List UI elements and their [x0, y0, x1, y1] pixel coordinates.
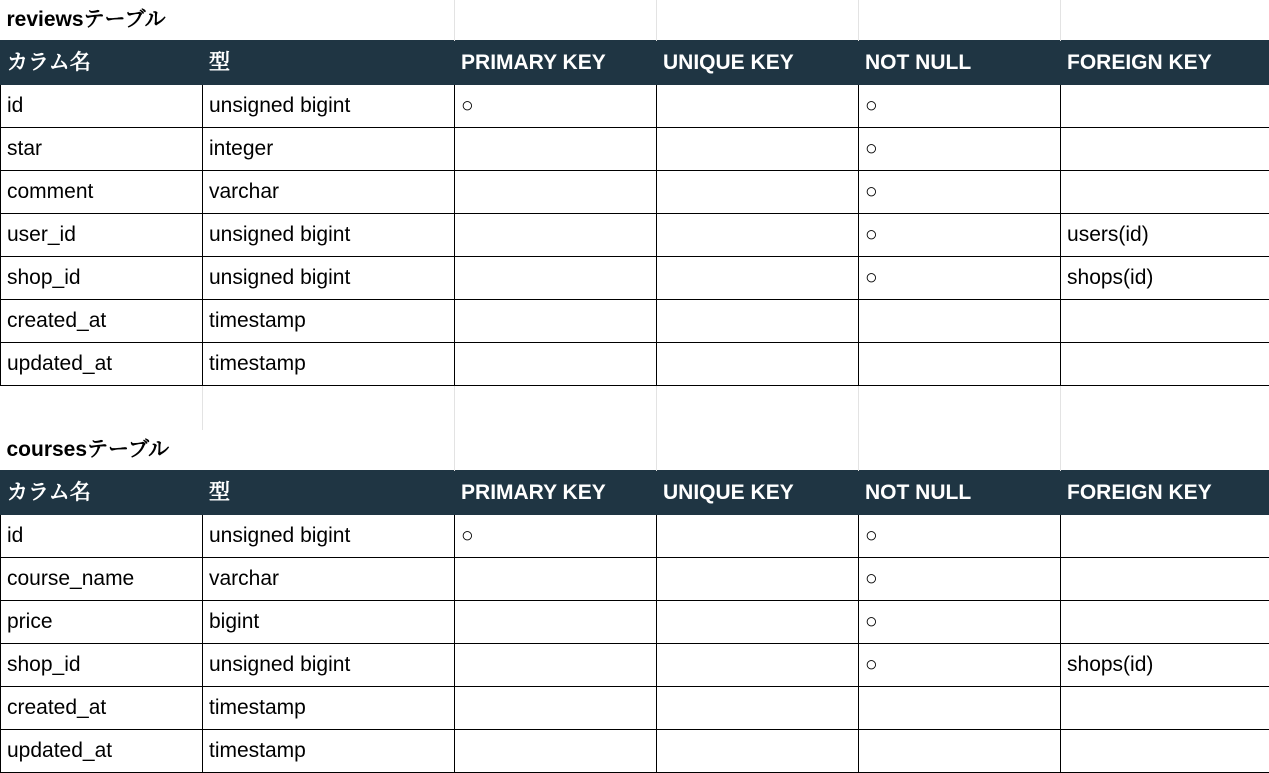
- cell-not-null: [859, 300, 1061, 343]
- column-header-not-null: NOT NULL: [859, 41, 1061, 85]
- cell-column-type: unsigned bigint: [203, 514, 455, 557]
- cell-foreign-key: shops(id): [1061, 643, 1269, 686]
- table-row: [1, 171, 1269, 214]
- blank-cell: [203, 386, 455, 430]
- table-header-row-courses: [1, 470, 1269, 514]
- cell-unique-key: [657, 128, 859, 171]
- table-row: [1, 300, 1269, 343]
- column-header-foreign-key: FOREIGN KEY: [1061, 41, 1269, 85]
- blank-cell: [1061, 386, 1269, 430]
- table-row: [1, 643, 1269, 686]
- cell-column-type: unsigned bigint: [203, 214, 455, 257]
- column-header-primary-key: PRIMARY KEY: [455, 470, 657, 514]
- column-header-primary-key: PRIMARY KEY: [455, 41, 657, 85]
- column-header-name: カラム名: [1, 470, 203, 514]
- cell-foreign-key: [1061, 729, 1269, 772]
- table-row: [1, 514, 1269, 557]
- cell-foreign-key: users(id): [1061, 214, 1269, 257]
- cell-foreign-key: shops(id): [1061, 257, 1269, 300]
- cell-column-type: timestamp: [203, 686, 455, 729]
- cell-unique-key: [657, 686, 859, 729]
- column-header-not-null: NOT NULL: [859, 470, 1061, 514]
- column-header-name: カラム名: [1, 41, 203, 85]
- cell-column-type: varchar: [203, 171, 455, 214]
- cell-unique-key: [657, 557, 859, 600]
- cell-foreign-key: [1061, 686, 1269, 729]
- cell-primary-key: [455, 643, 657, 686]
- column-header-unique-key: UNIQUE KEY: [657, 470, 859, 514]
- cell-primary-key: [455, 171, 657, 214]
- cell-column-type: varchar: [203, 557, 455, 600]
- table-title-courses: coursesテーブル: [1, 430, 455, 471]
- cell-unique-key: [657, 514, 859, 557]
- title-filler-cell: [859, 0, 1061, 41]
- cell-column-name: updated_at: [1, 729, 203, 772]
- cell-not-null: ○: [859, 85, 1061, 128]
- title-filler-cell: [657, 0, 859, 41]
- cell-unique-key: [657, 643, 859, 686]
- title-filler-cell: [455, 0, 657, 41]
- cell-primary-key: [455, 214, 657, 257]
- title-filler-cell: [455, 430, 657, 471]
- blank-cell: [1, 386, 203, 430]
- cell-primary-key: [455, 300, 657, 343]
- cell-not-null: ○: [859, 643, 1061, 686]
- column-header-unique-key: UNIQUE KEY: [657, 41, 859, 85]
- cell-unique-key: [657, 214, 859, 257]
- cell-column-type: integer: [203, 128, 455, 171]
- cell-column-name: comment: [1, 171, 203, 214]
- cell-primary-key: ○: [455, 85, 657, 128]
- cell-column-type: unsigned bigint: [203, 643, 455, 686]
- cell-unique-key: [657, 343, 859, 386]
- cell-not-null: [859, 686, 1061, 729]
- cell-column-type: unsigned bigint: [203, 257, 455, 300]
- cell-column-name: created_at: [1, 686, 203, 729]
- cell-column-type: timestamp: [203, 729, 455, 772]
- table-row: [1, 128, 1269, 171]
- title-filler-cell: [657, 430, 859, 471]
- cell-primary-key: [455, 729, 657, 772]
- cell-column-type: unsigned bigint: [203, 85, 455, 128]
- cell-foreign-key: [1061, 557, 1269, 600]
- table-header-row-reviews: [1, 41, 1269, 85]
- cell-column-name: updated_at: [1, 343, 203, 386]
- cell-not-null: ○: [859, 600, 1061, 643]
- cell-unique-key: [657, 300, 859, 343]
- cell-column-name: shop_id: [1, 643, 203, 686]
- table-title-reviews: reviewsテーブル: [1, 0, 455, 41]
- cell-column-type: bigint: [203, 600, 455, 643]
- cell-unique-key: [657, 600, 859, 643]
- blank-cell: [657, 386, 859, 430]
- cell-foreign-key: [1061, 300, 1269, 343]
- column-header-foreign-key: FOREIGN KEY: [1061, 470, 1269, 514]
- table-row: [1, 686, 1269, 729]
- cell-not-null: ○: [859, 557, 1061, 600]
- cell-foreign-key: [1061, 600, 1269, 643]
- cell-column-name: created_at: [1, 300, 203, 343]
- table-title-row-courses: [1, 430, 1269, 471]
- title-filler-cell: [859, 430, 1061, 471]
- blank-separator-row: [1, 386, 1269, 430]
- blank-cell: [455, 386, 657, 430]
- cell-column-name: course_name: [1, 557, 203, 600]
- table-row: [1, 85, 1269, 128]
- table-row: [1, 257, 1269, 300]
- cell-primary-key: [455, 128, 657, 171]
- cell-primary-key: [455, 343, 657, 386]
- cell-primary-key: ○: [455, 514, 657, 557]
- cell-foreign-key: [1061, 128, 1269, 171]
- column-header-type: 型: [203, 470, 455, 514]
- cell-column-name: id: [1, 514, 203, 557]
- cell-not-null: ○: [859, 257, 1061, 300]
- cell-column-type: timestamp: [203, 300, 455, 343]
- cell-not-null: [859, 343, 1061, 386]
- title-filler-cell: [1061, 0, 1269, 41]
- cell-column-name: user_id: [1, 214, 203, 257]
- table-row: [1, 729, 1269, 772]
- cell-primary-key: [455, 257, 657, 300]
- cell-not-null: ○: [859, 171, 1061, 214]
- cell-column-name: shop_id: [1, 257, 203, 300]
- cell-column-name: id: [1, 85, 203, 128]
- cell-foreign-key: [1061, 343, 1269, 386]
- cell-primary-key: [455, 686, 657, 729]
- blank-cell: [859, 386, 1061, 430]
- table-row: [1, 343, 1269, 386]
- cell-primary-key: [455, 557, 657, 600]
- cell-column-name: star: [1, 128, 203, 171]
- table-row: [1, 600, 1269, 643]
- title-filler-cell: [1061, 430, 1269, 471]
- cell-foreign-key: [1061, 171, 1269, 214]
- cell-not-null: [859, 729, 1061, 772]
- table-title-row-reviews: [1, 0, 1269, 41]
- cell-not-null: ○: [859, 214, 1061, 257]
- cell-not-null: ○: [859, 128, 1061, 171]
- cell-column-type: timestamp: [203, 343, 455, 386]
- cell-foreign-key: [1061, 514, 1269, 557]
- cell-unique-key: [657, 171, 859, 214]
- cell-not-null: ○: [859, 514, 1061, 557]
- cell-foreign-key: [1061, 85, 1269, 128]
- column-header-type: 型: [203, 41, 455, 85]
- cell-unique-key: [657, 257, 859, 300]
- cell-column-name: price: [1, 600, 203, 643]
- cell-unique-key: [657, 729, 859, 772]
- table-row: [1, 214, 1269, 257]
- cell-unique-key: [657, 85, 859, 128]
- cell-primary-key: [455, 600, 657, 643]
- table-row: [1, 557, 1269, 600]
